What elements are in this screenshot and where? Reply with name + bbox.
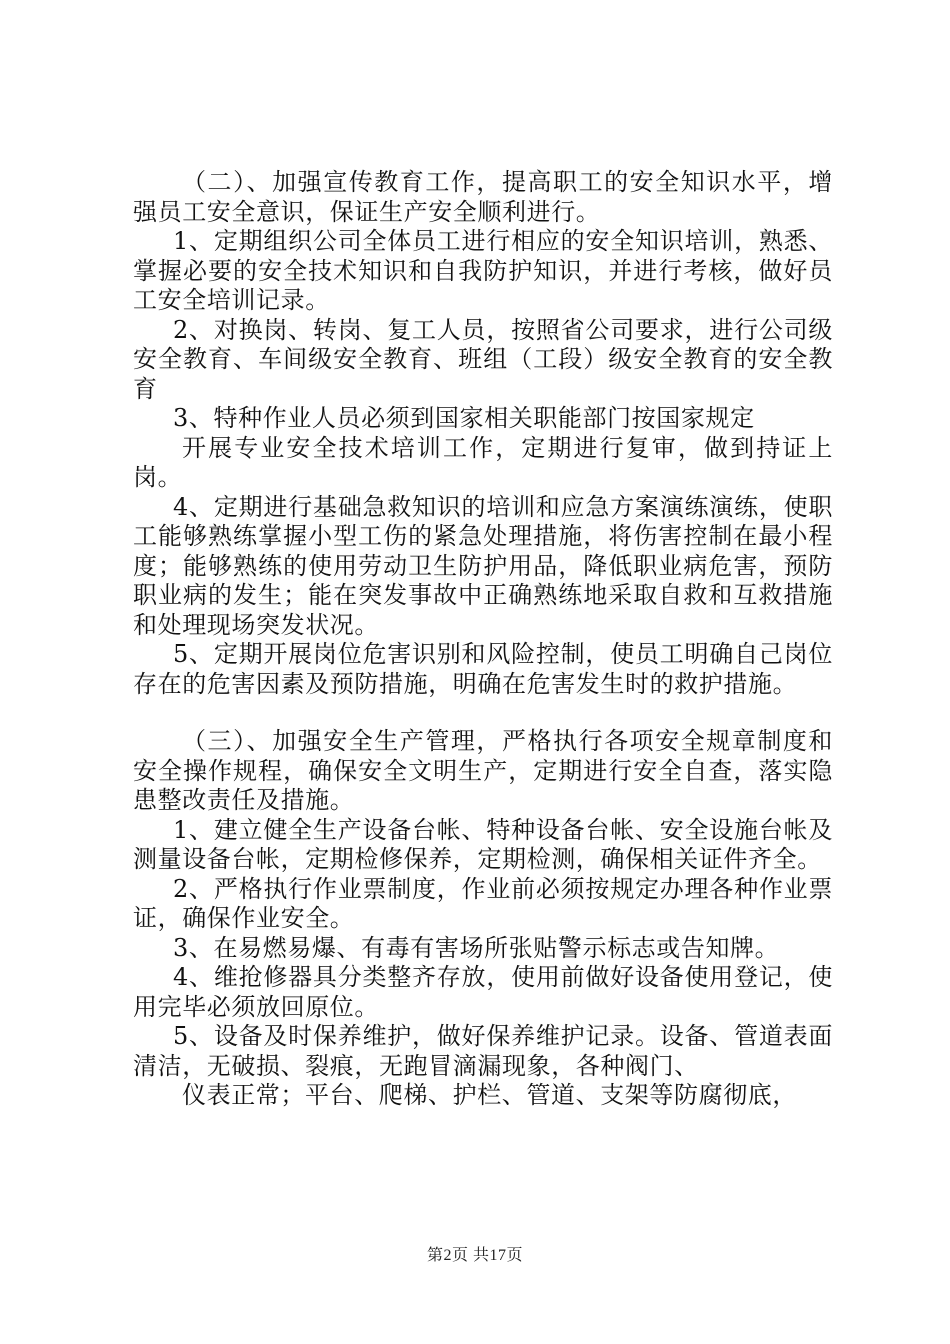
item-paragraph: 1、定期组织公司全体员工进行相应的安全知识培训，熟悉、掌握必要的安全技术知识和自我防护知识，并进行考核，做好员工安全培训记录。 [133, 227, 833, 314]
item-paragraph: 4、维抢修器具分类整齐存放，使用前做好设备使用登记，使用完毕必须放回原位。 [133, 963, 833, 1021]
section-heading-three: （三）、加强安全生产管理，严格执行各项安全规章制度和安全操作规程，确保安全文明生产，定期进行安全自查，落实隐患整改责任及措施。 [133, 727, 833, 814]
section-heading-two: （二）、加强宣传教育工作，提高职工的安全知识水平，增强员工安全意识，保证生产安全顺利进行。 [133, 168, 833, 226]
item-paragraph: 3、特种作业人员必须到国家相关职能部门按国家规定 [173, 404, 755, 432]
document-body [133, 168, 833, 1111]
page-footer [0, 1242, 950, 1265]
item-paragraph: 5、定期开展岗位危害识别和风险控制，使员工明确自己岗位存在的危害因素及预防措施，明确在危害发生时的救护措施。 [133, 640, 833, 698]
item-paragraph: 5、设备及时保养维护，做好保养维护记录。设备、管道表面清洁，无破损、裂痕，无跑冒滴漏现象，各种阀门、 [133, 1022, 833, 1080]
item-paragraph: 1、建立健全生产设备台帐、特种设备台帐、安全设施台帐及测量设备台帐，定期检修保养，定期检测，确保相关证件齐全。 [133, 815, 833, 873]
item-paragraph: 2、严格执行作业票制度，作业前必须按规定办理各种作业票证，确保作业安全。 [133, 874, 833, 932]
page-number: 第2页 [426, 1247, 469, 1264]
item-paragraph: 3、在易燃易爆、有毒有害场所张贴警示标志或告知牌。 [173, 933, 780, 962]
page-total: 共17页 [473, 1247, 524, 1264]
item-paragraph: 4、定期进行基础急救知识的培训和应急方案演练演练，使职工能够熟练掌握小型工伤的紧急处理措施，将伤害控制在最小程度；能够熟练的使用劳动卫生防护用品，降低职业病危害，预防职业病的发生；能在突发事故中正确熟练地采取自救和互救措施和处理现场突发状况。 [133, 492, 833, 639]
item-paragraph: 2、对换岗、转岗、复工人员，按照省公司要求，进行公司级安全教育、车间级安全教育、班组（工段）级安全教育的安全教育 [133, 315, 833, 403]
continuation-paragraph: 仪表正常；平台、爬梯、护栏、管道、支架等防腐彻底， [182, 1081, 797, 1109]
continuation-paragraph: 开展专业安全技术培训工作，定期进行复审，做到持证上岗。 [133, 433, 833, 491]
